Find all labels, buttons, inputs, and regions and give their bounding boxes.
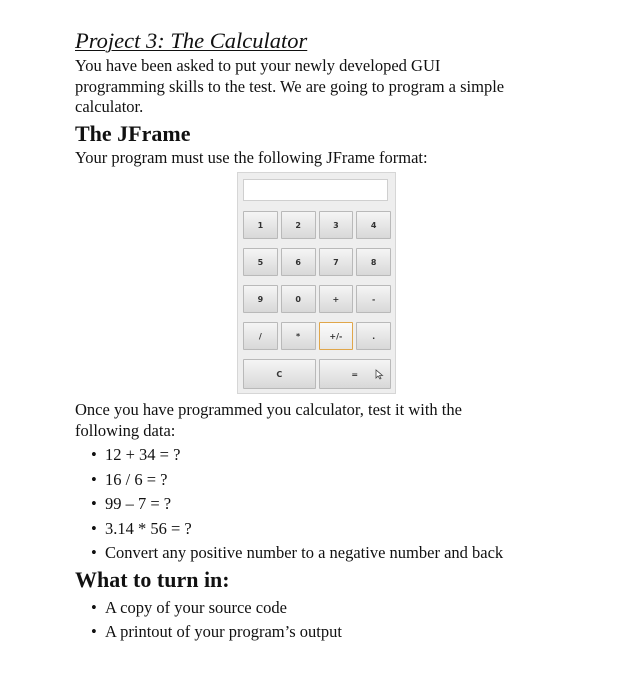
key-7[interactable]: 7 — [319, 248, 354, 276]
list-item: • 12 + 34 = ? — [91, 443, 595, 468]
list-item: • A printout of your program’s output — [91, 620, 595, 645]
test-data-list — [75, 443, 595, 566]
key-0[interactable]: 0 — [281, 285, 316, 313]
list-item: • Convert any positive number to a negative number and back — [91, 541, 595, 566]
key-decimal[interactable]: . — [356, 322, 391, 350]
keypad-row — [243, 285, 391, 313]
list-item: • A copy of your source code — [91, 596, 595, 621]
key-divide[interactable]: / — [243, 322, 278, 350]
key-4[interactable]: 4 — [356, 211, 391, 239]
key-1[interactable]: 1 — [243, 211, 278, 239]
key-multiply[interactable]: * — [281, 322, 316, 350]
key-3[interactable]: 3 — [319, 211, 354, 239]
keypad-row — [243, 322, 391, 350]
mouse-pointer-icon — [375, 369, 384, 380]
key-equals-label: = — [351, 369, 359, 379]
key-2[interactable]: 2 — [281, 211, 316, 239]
key-8[interactable]: 8 — [356, 248, 391, 276]
project-title: Project 3: The Calculator — [75, 28, 308, 53]
key-minus[interactable]: - — [356, 285, 391, 313]
keypad-row — [243, 211, 391, 239]
calculator-figure — [237, 172, 396, 394]
list-item: • 16 / 6 = ? — [91, 468, 595, 493]
test-intro: Once you have programmed you calculator, test it with the following data: — [75, 400, 462, 440]
document-page — [75, 26, 595, 645]
list-item: • 3.14 * 56 = ? — [91, 517, 595, 542]
jframe-heading: The JFrame — [75, 120, 191, 146]
turn-in-list — [75, 596, 595, 645]
keypad-row — [243, 248, 391, 276]
key-6[interactable]: 6 — [281, 248, 316, 276]
list-item: • 99 – 7 = ? — [91, 492, 595, 517]
calculator-keypad — [243, 211, 391, 398]
calculator-display — [243, 179, 388, 201]
keypad-row — [243, 359, 391, 389]
key-plus[interactable]: + — [319, 285, 354, 313]
jframe-text: Your program must use the following JFrame format: — [75, 147, 428, 167]
key-9[interactable]: 9 — [243, 285, 278, 313]
key-sign-toggle[interactable]: +/- — [319, 322, 354, 350]
intro-paragraph: You have been asked to put your newly developed GUI programming skills to the test. We are going to program a simple calculator. — [75, 56, 505, 116]
turn-in-heading: What to turn in: — [75, 566, 230, 592]
key-clear[interactable]: C — [243, 359, 316, 389]
key-equals[interactable] — [319, 359, 392, 389]
key-5[interactable]: 5 — [243, 248, 278, 276]
